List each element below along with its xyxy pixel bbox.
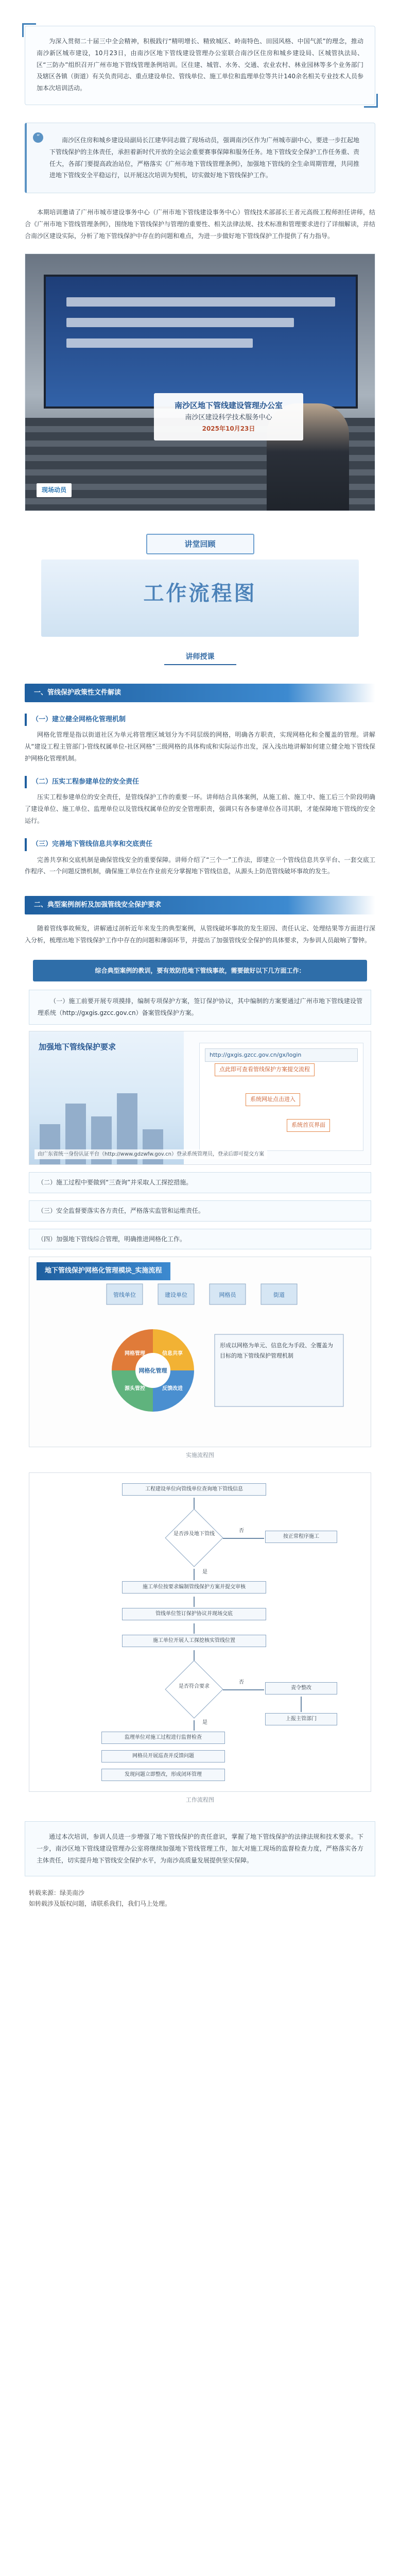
flow-decision-1-shape xyxy=(165,1509,223,1567)
quote-card xyxy=(25,123,375,193)
grid-top-label-1: 管线单位 xyxy=(113,1292,136,1299)
body-paragraph: 本期培训邀请了广州市城市建设事务中心（广州市地下管线建设事务中心）管线技术部部长王者元高级工程师担任讲师，结合《广州市地下管线管理条例》，围绕地下管线保护与管理的重要性、相关法律法规、技术标准和管理要求进行了详细解读，并结合南沙区建设实际，分析了地下管线保护中存在的问题和难点，为进一步做好地下管线保护工作提供了有力指导。 xyxy=(25,209,375,240)
closing-card xyxy=(25,1821,375,1876)
section-2-text: 随着管线事故频发，讲解通过剖析近年来发生的典型案例，从管线破坏事故的发生原因、责任认定、处理结果等方面进行深入分析，梳理出地下管线保护工作中存在的问题和薄弱环节，并提出了加强管线安全保护的具体要求，为参训人员敲响了警钟。 xyxy=(25,925,375,944)
event-photo xyxy=(25,253,375,511)
section-1-title: 一、管线保护政策性文件解读 xyxy=(25,684,375,702)
intro-paragraph: 为深入贯彻二十届三中全会精神，积极践行“精明增长、精致城区、岭南特色、田园风格、中国气派”的理念，推动南沙新区城市建设，10月23日，由南沙区地下管线建设管理办公室联合南沙区住房和城乡建设局、区城管执法局、区“三防办”组织召开广州市地下管线管理条例培训。区住建、城管、水务、交通、农业农村、林业园林等多个业务部门及辖区各镇（街道）有关负责同志、重点建设单位、管线单位、施工单位和监理单位等共计140余名相关专业技术人员参加本次培训活动。 xyxy=(37,38,363,92)
screenshot-note-3: 系统首页界面 xyxy=(287,1119,330,1132)
intro-card xyxy=(25,26,375,105)
grid-diagram-title: 地下管线保护网格化管理模块_实施流程 xyxy=(37,1262,170,1280)
flow-yes-1: 是 xyxy=(202,1569,207,1575)
step-1-text: （一）施工前要开展专项摸排，编制专项保护方案，签订保护协议，其中编制的方案要通过广州市地下管线建设管理系统（http://gxgis.gzcc.gov.cn）备案管线保护方案。 xyxy=(38,997,362,1017)
lesson-label: 讲师授课 xyxy=(164,650,236,665)
screenshot-footer: 由广东省统一身份认证平台（http://www.gdzwfw.gov.cn）登录系统管理员，登录后即可提交方案 xyxy=(34,1149,267,1159)
grid-diagram-svg xyxy=(29,1257,371,1447)
screenshot-title: 加强地下管线保护要求 xyxy=(39,1042,116,1052)
screenshot-cover xyxy=(29,1031,184,1165)
flow-no-1: 否 xyxy=(239,1528,244,1534)
grid-center-label: 网格化管理 xyxy=(138,1367,167,1375)
step-3-text: （三）安全监督要落实各方责任，严格落实监管和运维责任。 xyxy=(38,1207,205,1214)
grid-quadrant-3: 反馈改进 xyxy=(162,1386,183,1392)
body-section xyxy=(25,207,375,242)
flow-step-5: 监理单位对施工过程进行监督检查 xyxy=(101,1732,225,1744)
grid-top-label-3: 网格员 xyxy=(219,1292,236,1299)
grid-diagram-caption: 实施流程图 xyxy=(186,1452,214,1459)
grid-quadrant-4: 源头管控 xyxy=(125,1386,145,1392)
screenshot-note-1: 点此即可查看管线保护方案提交流程 xyxy=(215,1063,315,1076)
lesson-banner-text: 工作流程图 xyxy=(143,582,257,606)
photo-caption: 现场动员 xyxy=(37,483,72,497)
flow-diagram-caption: 工作流程图 xyxy=(186,1797,214,1804)
flow-decision-1: 是否涉及地下管线 xyxy=(173,1531,215,1537)
flow-step-4: 施工单位开展人工探挖核实管线位置 xyxy=(122,1635,266,1647)
flow-step-2: 施工单位按要求编制管线保护方案并提交审核 xyxy=(122,1581,266,1594)
flow-side-step-2: 责令整改 xyxy=(265,1682,337,1694)
projection-screen xyxy=(44,275,358,409)
article-footer xyxy=(29,1888,400,1910)
section-1-item-1-heading: （一）建立健全网格化管理机制 xyxy=(25,714,375,726)
section-1-item-2-text: 压实工程参建单位的安全责任，是管线保护工作的重要一环。讲师结合具体案例，从施工前、施工中、施工后三个阶段明确了建设单位、施工单位、监理单位以及管线权属单位的安全管理职责，强调只有各参建单位各司其职，才能保障地下管线的安全运行。 xyxy=(25,793,375,825)
section-2-title: 二、典型案例剖析及加强管线安全保护要求 xyxy=(25,896,375,914)
step-2-text: （二）施工过程中要做到“三查询”并采取人工探挖措施。 xyxy=(38,1179,193,1187)
screenshot-url[interactable]: http://gxgis.gzcc.gov.cn/gx/login xyxy=(205,1048,358,1062)
quote-paragraph: 南沙区住房和城乡建设局副局长江建华同志做了现场动员，强调南沙区作为广州城市副中心，要进一步扛起地下管线保护的主体责任，承担着新时代开放的全运会重要赛事保障和服务任务。地下管线安全保护工作任务重、责任大，各部门要提高政治站位，严格落实《广州市地下管线管理条例》，加强地下管线的全生命周期管理，共同推进地下管线安全平稳运行，以开展这次培训为契机，切实做好地下管线保护工作。 xyxy=(49,136,359,179)
flow-step-3: 管线单位签订保护协议并现场交底 xyxy=(122,1608,266,1620)
flow-side-step-1: 按正常程序施工 xyxy=(265,1531,337,1543)
banner-date: 2025年10月23日 xyxy=(202,425,255,433)
footer-notice: 如转载涉及版权问题，请联系我们，我们马上处理。 xyxy=(29,1900,171,1908)
system-screenshot xyxy=(29,1031,371,1165)
footer-source: 转载来源：绿美南沙 xyxy=(29,1889,85,1896)
flow-step-6: 网格员开展巡查并反馈问题 xyxy=(101,1750,225,1762)
flow-decision-2: 是否符合要求 xyxy=(179,1684,210,1690)
flow-yes-2: 是 xyxy=(202,1720,207,1726)
section-1-item-3-heading: （三）完善地下管线信息共享和交底责任 xyxy=(25,838,375,851)
lesson-divider: 讲堂回顾 xyxy=(146,534,254,555)
grid-right-note xyxy=(215,1334,343,1406)
venue-banner xyxy=(154,393,303,440)
grid-right-note-text: 形成以网格为单元、信息化为手段、全覆盖为目标的地下管线保护管理机制 xyxy=(220,1342,333,1360)
flow-step-7: 发现问题立即整改，形成闭环管理 xyxy=(101,1769,225,1781)
flow-no-2: 否 xyxy=(239,1680,244,1686)
section-1-item-3-text: 完善共享和交底机制是确保管线安全的重要保障。讲师介绍了“三个一”工作法，即建立一个管线信息共享平台、一套交底工作程序、一个问题反馈机制，确保施工单位在作业前充分掌握地下管线信息，从源头上防范管线破坏事故的发生。 xyxy=(25,856,375,875)
lesson-banner xyxy=(41,560,359,637)
screenshot-note-2: 系统网址点击进入 xyxy=(246,1093,300,1106)
step-4-card xyxy=(29,1229,371,1250)
quote-icon: “ xyxy=(33,132,43,143)
grid-quadrant-ring xyxy=(112,1329,194,1412)
banner-line-1: 南沙区地下管线建设管理办公室 xyxy=(174,400,283,410)
work-flow-diagram xyxy=(29,1472,371,1792)
step-2-card xyxy=(29,1172,371,1193)
step-1-card xyxy=(29,990,371,1025)
section-1-item-2-heading: （二）压实工程参建单位的安全责任 xyxy=(25,776,375,789)
grid-quadrant-1: 网格管理 xyxy=(125,1351,145,1357)
highlight-banner: 综合典型案例的教训，要有效防范地下管线事故，需要做好以下几方面工作： xyxy=(33,960,367,982)
banner-line-2: 南沙区建设科学技术服务中心 xyxy=(185,414,272,422)
step-3-card xyxy=(29,1200,371,1222)
flow-step-1: 工程建设单位向管线单位查询地下管线信息 xyxy=(122,1483,266,1496)
section-1-item-1-text: 网格化管理是指以街道社区为单元将管理区域划分为不同层级的网格，明确各方职责，实现网格化和全覆盖的管理。讲解从“建设工程主管部门-管线权属单位-社区网格”三级网格的具体构成和实际运作出发，深入浅出地讲解如何建立健全地下管线保护网格化管理机制。 xyxy=(25,731,375,762)
flow-side-step-3: 上报主管部门 xyxy=(265,1713,337,1725)
closing-paragraph: 通过本次培训，参训人员进一步增强了地下管线保护的责任意识，掌握了地下管线保护的法律法规和技术要求。下一步，南沙区地下管线建设管理办公室将继续加强地下管线管理工作，加大对施工现场的监督检查力度，严格落实各方主体责任，切实提升地下管线安全保护水平，为南沙高质量发展提供坚实保障。 xyxy=(37,1833,363,1864)
grid-top-labels xyxy=(107,1284,297,1304)
step-4-text: （四）加强地下管线综合管理，明确推进网格化工作。 xyxy=(38,1235,186,1243)
grid-top-label-2: 建设单位 xyxy=(165,1292,187,1299)
grid-management-diagram xyxy=(29,1257,371,1447)
grid-quadrant-2: 信息共享 xyxy=(162,1351,183,1357)
grid-top-label-4: 街道 xyxy=(273,1292,285,1299)
